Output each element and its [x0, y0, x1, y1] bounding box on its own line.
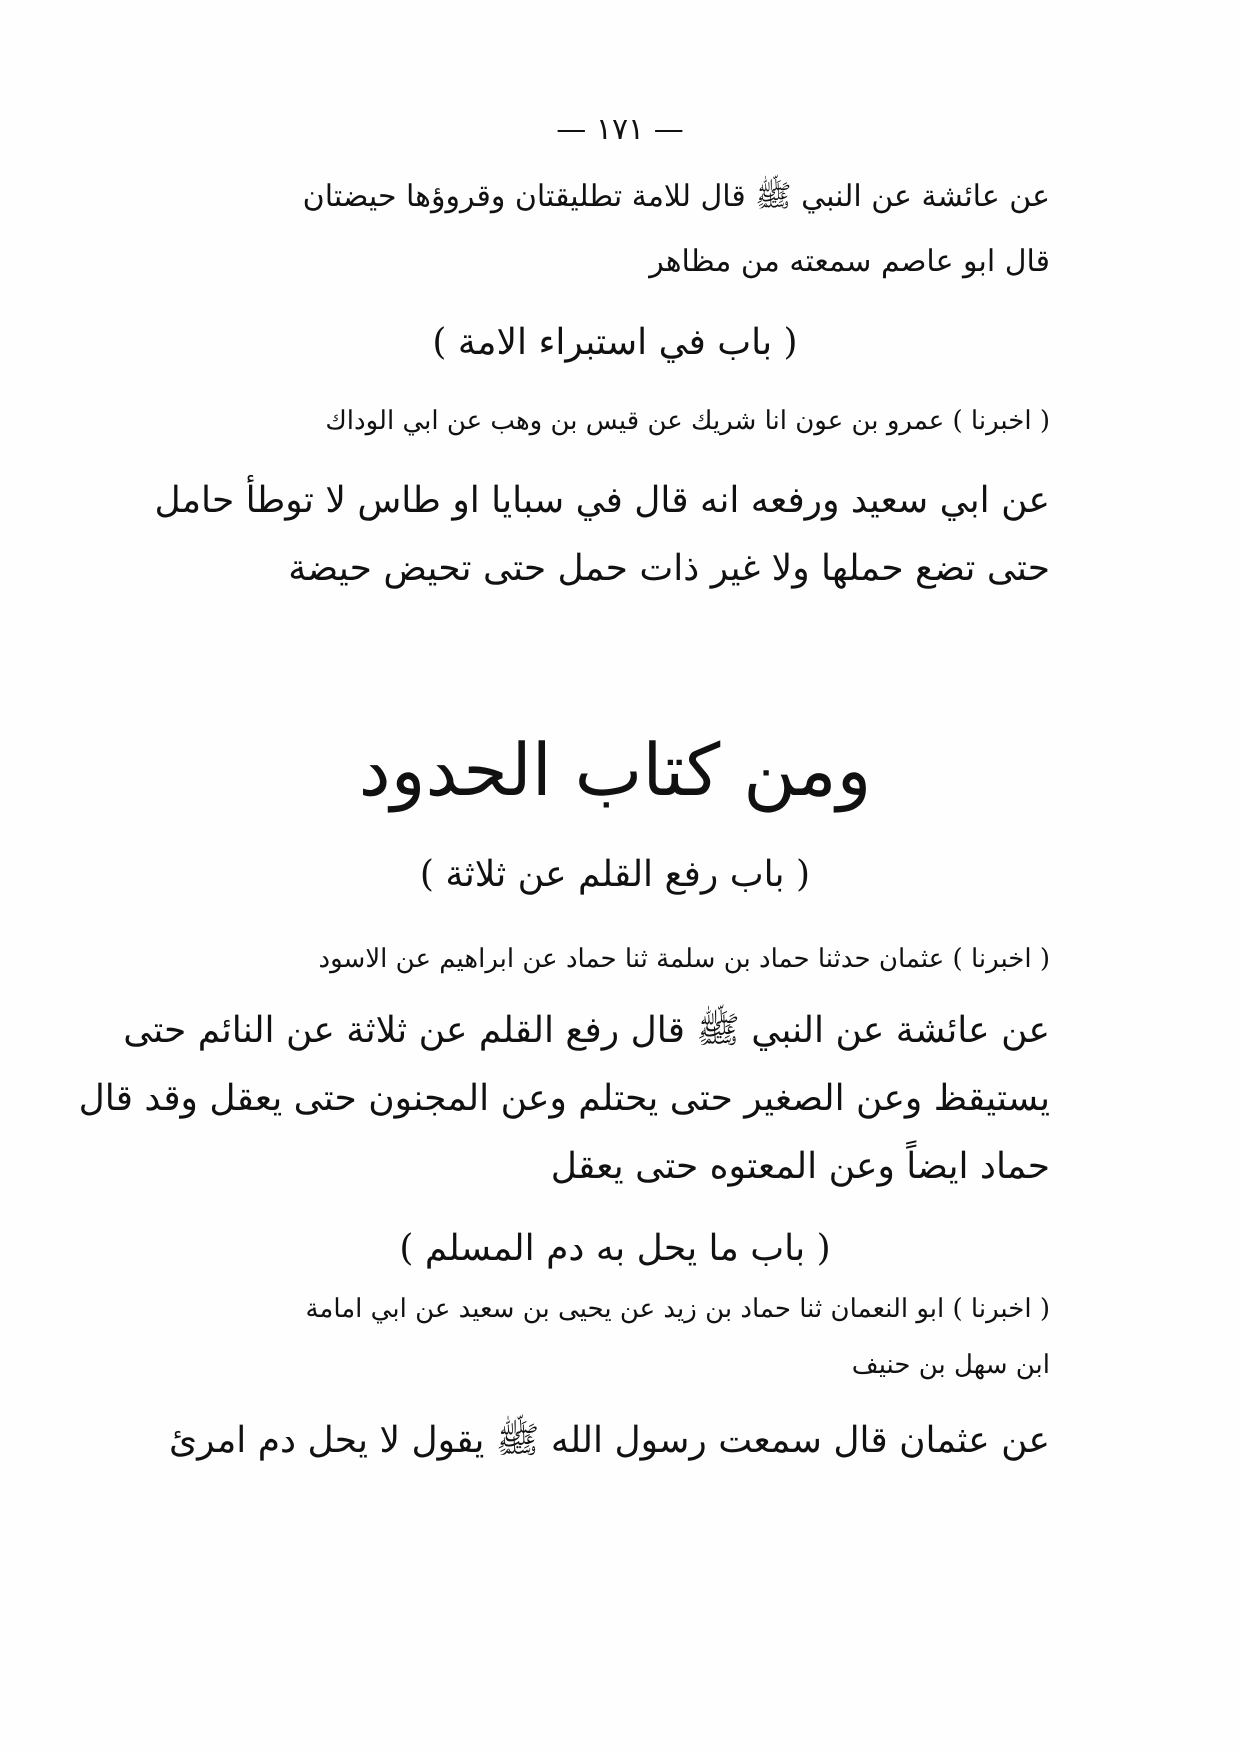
text-line-10: ( اخبرنا ) ابو النعمان ثنا حماد بن زيد عن يحيى بن سعيد عن ابي امامة	[305, 1294, 1050, 1324]
section-heading-2: ( باب رفع القلم عن ثلاثة )	[419, 854, 811, 895]
page-number: — ١٧١ —	[556, 112, 684, 147]
section-heading-3: ( باب ما يحل به دم المسلم )	[399, 1228, 831, 1269]
text-line-7: عن عائشة عن النبي ﷺ قال رفع القلم عن ثلاثة عن النائم حتى	[123, 1010, 1050, 1051]
text-line-4: عن ابي سعيد ورفعه انه قال في سبايا او طاس لا توطأ حامل	[154, 480, 1050, 521]
section-heading-1: ( باب في استبراء الامة )	[432, 322, 798, 363]
text-line-2: قال ابو عاصم سمعته من مظاهر	[649, 244, 1050, 279]
book-title: ومن كتاب الحدود	[358, 728, 872, 812]
text-line-11: ابن سهل بن حنيف	[851, 1350, 1050, 1380]
text-line-5: حتى تضع حملها ولا غير ذات حمل حتى تحيض حيضة	[288, 548, 1050, 589]
text-line-6: ( اخبرنا ) عثمان حدثنا حماد بن سلمة ثنا حماد عن ابراهيم عن الاسود	[318, 944, 1050, 974]
text-line-9: حماد ايضاً وعن المعتوه حتى يعقل	[550, 1146, 1050, 1187]
text-line-3: ( اخبرنا ) عمرو بن عون انا شريك عن قيس بن وهب عن ابي الوداك	[325, 406, 1050, 436]
text-line-8: يستيقظ وعن الصغير حتى يحتلم وعن المجنون حتى يعقل وقد قال	[78, 1078, 1050, 1119]
text-line-1: عن عائشة عن النبي ﷺ قال للامة تطليقتان وقروؤها حيضتان	[302, 179, 1050, 214]
text-line-12: عن عثمان قال سمعت رسول الله ﷺ يقول لا يحل دم امرئ	[168, 1420, 1050, 1461]
